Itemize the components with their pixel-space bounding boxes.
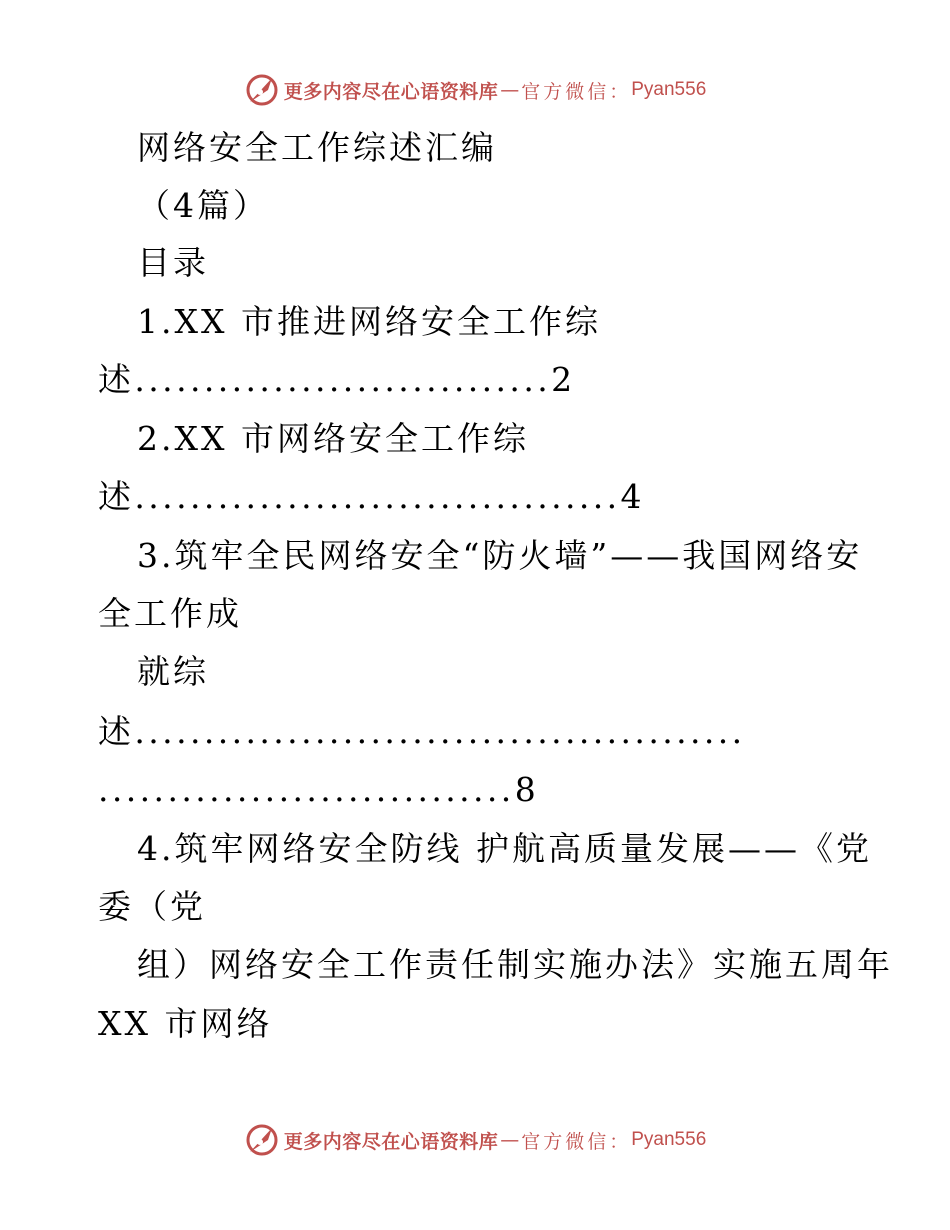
doc-title: 网络安全工作综述汇编 (137, 128, 497, 167)
toc-entry-2-title: 2.XX 市网络安全工作综 (137, 419, 529, 458)
watermark-brand: 更多内容尽在心语资料库 (283, 80, 499, 103)
toc-entry-3-leader: 述............................................ (98, 712, 746, 751)
toc-entry-3-title-cont2: 就综 (137, 652, 209, 691)
watermark-wechat-id: Pyan556 (631, 79, 707, 100)
footer-watermark (0, 1120, 950, 1160)
header-watermark (0, 70, 950, 110)
toc-entry-4-title-cont3: XX 市网络 (98, 1004, 273, 1043)
toc-entry-3-title: 3.筑牢全民网络安全“防火墙”——我国网络安 (137, 536, 863, 575)
watermark-label: 官方微信： (521, 80, 632, 103)
toc-entry-4-title-cont2: 组）网络安全工作责任制实施办法》实施五周年 (137, 945, 893, 984)
watermark-dash: — (500, 1129, 520, 1151)
toc-entry-1-leader: 述..............................2 (98, 360, 576, 399)
watermark-label: 官方微信： (521, 1130, 632, 1153)
watermark-dash: — (500, 79, 520, 101)
toc-entry-4-title: 4.筑牢网络安全防线 护航高质量发展——《党 (137, 829, 872, 868)
toc-entry-4-title-cont: 委（党 (98, 887, 206, 926)
quill-logo-icon (244, 1122, 280, 1158)
toc-entry-1-title: 1.XX 市推进网络安全工作综 (137, 302, 601, 341)
doc-subtitle: （4篇） (137, 186, 269, 225)
toc-entry-3-title-cont: 全工作成 (98, 594, 242, 633)
watermark-wechat-id: Pyan556 (631, 1129, 707, 1150)
toc-entry-3-leader-cont: ..............................8 (98, 770, 540, 809)
watermark-brand: 更多内容尽在心语资料库 (283, 1130, 499, 1153)
toc-entry-2-leader: 述...................................4 (98, 477, 645, 516)
toc-heading: 目录 (137, 243, 209, 282)
quill-logo-icon (244, 72, 280, 108)
